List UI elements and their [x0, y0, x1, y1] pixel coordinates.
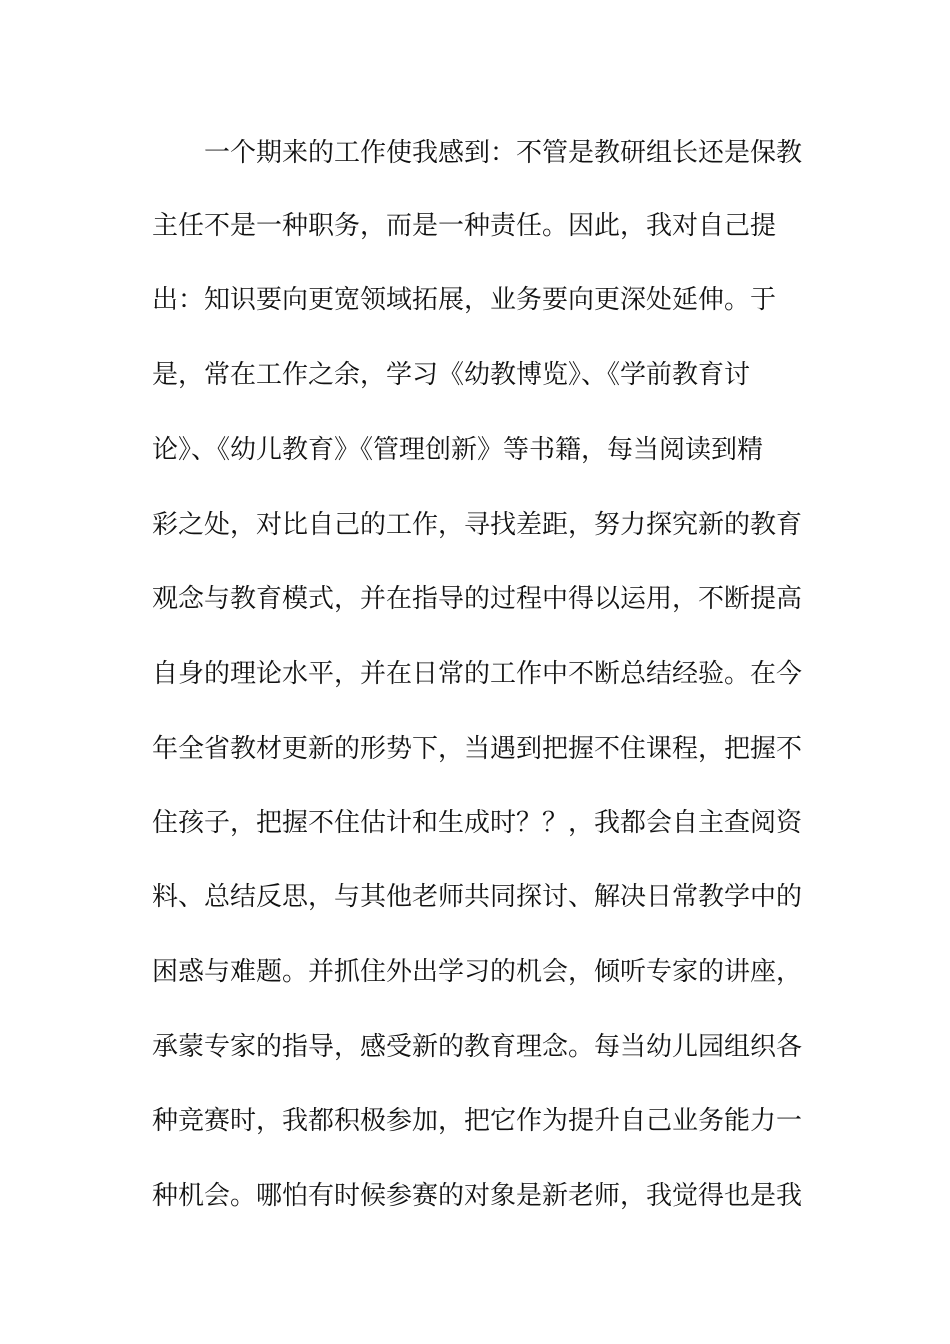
paragraph-line: 种竞赛时，我都积极参加，把它作为提升自己业务能力一	[152, 1106, 803, 1136]
paragraph-line: 是，常在工作之余，学习《幼教博览》、《学前教育讨	[152, 360, 751, 390]
paragraph-line: 出：知识要向更宽领域拓展，业务要向更深处延伸。于	[152, 285, 777, 315]
paragraph-line: 一个期来的工作使我感到：不管是教研组长还是保教	[204, 138, 803, 168]
paragraph-line: 论》、《幼儿教育》《管理创新》等书籍，每当阅读到精	[152, 435, 764, 465]
paragraph-line: 彩之处，对比自己的工作，寻找差距，努力探究新的教育	[152, 510, 803, 540]
paragraph-line: 年全省教材更新的形势下，当遇到把握不住课程，把握不	[152, 734, 803, 764]
paragraph-line: 料、总结反思，与其他老师共同探讨、解决日常教学中的	[152, 882, 803, 912]
paragraph-line: 观念与教育模式，并在指导的过程中得以运用，不断提高	[152, 584, 803, 614]
paragraph-line: 自身的理论水平，并在日常的工作中不断总结经验。在今	[152, 659, 803, 689]
paragraph-line: 主任不是一种职务，而是一种责任。因此，我对自己提	[152, 211, 777, 241]
paragraph-line: 困惑与难题。并抓住外出学习的机会，倾听专家的讲座，	[152, 957, 803, 987]
paragraph-line: 承蒙专家的指导，感受新的教育理念。每当幼儿园组织各	[152, 1032, 803, 1062]
paragraph-line: 住孩子，把握不住估计和生成时？？，我都会自主查阅资	[152, 808, 803, 838]
paragraph-line: 种机会。哪怕有时候参赛的对象是新老师，我觉得也是我	[152, 1181, 803, 1211]
